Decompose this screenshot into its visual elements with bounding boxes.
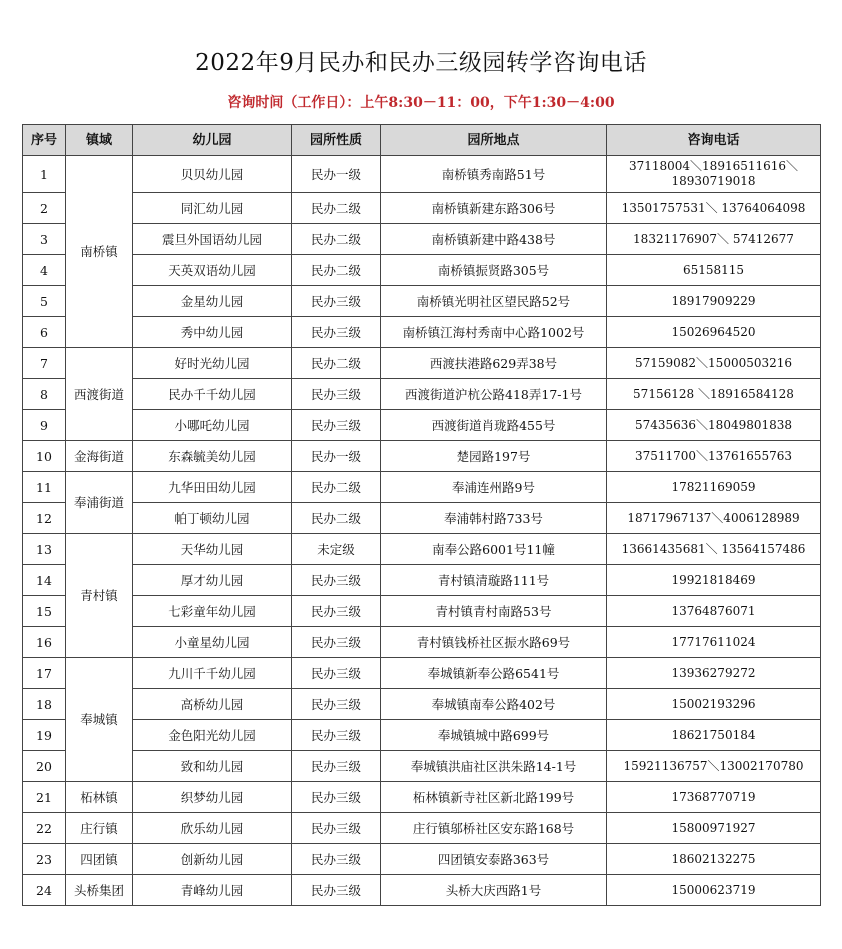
town-cell: 西渡街道	[66, 348, 133, 441]
table-row	[23, 813, 821, 844]
kindergarten-type: 未定级	[292, 534, 381, 565]
contact-phone: 13501757531＼ 13764064098	[607, 193, 821, 224]
kindergarten-type: 民办三级	[292, 317, 381, 348]
kindergarten-address: 南桥镇振贤路305号	[381, 255, 607, 286]
kindergarten-type: 民办二级	[292, 472, 381, 503]
row-number: 10	[23, 441, 66, 472]
kindergarten-name: 东森毓美幼儿园	[133, 441, 292, 472]
kindergarten-name: 厚才幼儿园	[133, 565, 292, 596]
kindergarten-type: 民办三级	[292, 720, 381, 751]
kindergarten-name: 七彩童年幼儿园	[133, 596, 292, 627]
kindergarten-type: 民办二级	[292, 503, 381, 534]
town-cell: 柘林镇	[66, 782, 133, 813]
table-row	[23, 596, 821, 627]
kindergarten-address: 奉城镇城中路699号	[381, 720, 607, 751]
kindergarten-name: 天华幼儿园	[133, 534, 292, 565]
kindergarten-address: 奉城镇新奉公路6541号	[381, 658, 607, 689]
kindergarten-address: 奉浦连州路9号	[381, 472, 607, 503]
kindergarten-name: 织梦幼儿园	[133, 782, 292, 813]
table-row	[23, 379, 821, 410]
kindergarten-name: 九川千千幼儿园	[133, 658, 292, 689]
kindergarten-address: 青村镇钱桥社区振水路69号	[381, 627, 607, 658]
table-row	[23, 751, 821, 782]
contact-phone: 18917909229	[607, 286, 821, 317]
kindergarten-type: 民办三级	[292, 410, 381, 441]
contact-phone: 18602132275	[607, 844, 821, 875]
town-cell: 奉城镇	[66, 658, 133, 782]
row-number: 19	[23, 720, 66, 751]
town-cell: 四团镇	[66, 844, 133, 875]
table-row	[23, 875, 821, 906]
consult-hours: 咨询时间（工作日）：上午8:30－11：00，下午1:30－4:00	[227, 95, 615, 111]
kindergarten-name: 九华田田幼儿园	[133, 472, 292, 503]
column-header: 园所性质	[292, 125, 381, 156]
row-number: 9	[23, 410, 66, 441]
table-row	[23, 317, 821, 348]
kindergarten-name: 欣乐幼儿园	[133, 813, 292, 844]
table-row	[23, 286, 821, 317]
kindergarten-name: 同汇幼儿园	[133, 193, 292, 224]
contact-phone: 15800971927	[607, 813, 821, 844]
kindergarten-name: 民办千千幼儿园	[133, 379, 292, 410]
row-number: 24	[23, 875, 66, 906]
table-header-row	[23, 125, 821, 156]
row-number: 21	[23, 782, 66, 813]
kindergarten-address: 西渡街道沪杭公路418弄17-1号	[381, 379, 607, 410]
table-row	[23, 472, 821, 503]
table-row	[23, 534, 821, 565]
kindergarten-name: 天英双语幼儿园	[133, 255, 292, 286]
kindergarten-name: 震旦外国语幼儿园	[133, 224, 292, 255]
kindergarten-type: 民办三级	[292, 689, 381, 720]
row-number: 8	[23, 379, 66, 410]
table-row	[23, 348, 821, 379]
kindergarten-address: 青村镇清璇路111号	[381, 565, 607, 596]
row-number: 17	[23, 658, 66, 689]
column-header: 幼儿园	[133, 125, 292, 156]
contact-phone: 65158115	[607, 255, 821, 286]
row-number: 3	[23, 224, 66, 255]
row-number: 23	[23, 844, 66, 875]
kindergarten-type: 民办三级	[292, 751, 381, 782]
contact-phone: 57435636＼18049801838	[607, 410, 821, 441]
kindergarten-address: 奉城镇南奉公路402号	[381, 689, 607, 720]
kindergarten-type: 民办三级	[292, 844, 381, 875]
kindergarten-address: 头桥大庆西路1号	[381, 875, 607, 906]
kindergarten-type: 民办三级	[292, 875, 381, 906]
row-number: 15	[23, 596, 66, 627]
kindergarten-address: 奉浦韩村路733号	[381, 503, 607, 534]
kindergarten-type: 民办三级	[292, 627, 381, 658]
column-header: 镇域	[66, 125, 133, 156]
row-number: 14	[23, 565, 66, 596]
table-row	[23, 156, 821, 193]
contact-phone: 37118004＼18916511616＼18930719018	[607, 156, 821, 193]
table-row	[23, 193, 821, 224]
contact-phone: 57159082＼15000503216	[607, 348, 821, 379]
row-number: 6	[23, 317, 66, 348]
table-row	[23, 844, 821, 875]
town-cell: 奉浦街道	[66, 472, 133, 534]
row-number: 22	[23, 813, 66, 844]
contact-phone: 18717967137＼4006128989	[607, 503, 821, 534]
kindergarten-type: 民办二级	[292, 224, 381, 255]
kindergarten-type: 民办三级	[292, 813, 381, 844]
kindergarten-address: 奉城镇洪庙社区洪朱路14-1号	[381, 751, 607, 782]
kindergarten-type: 民办三级	[292, 379, 381, 410]
kindergarten-name: 帕丁顿幼儿园	[133, 503, 292, 534]
row-number: 13	[23, 534, 66, 565]
kindergarten-type: 民办三级	[292, 565, 381, 596]
contact-phone: 13661435681＼ 13564157486	[607, 534, 821, 565]
kindergarten-name: 秀中幼儿园	[133, 317, 292, 348]
kindergarten-type: 民办三级	[292, 596, 381, 627]
kindergarten-address: 南桥镇新建东路306号	[381, 193, 607, 224]
contact-phone: 37511700＼13761655763	[607, 441, 821, 472]
row-number: 7	[23, 348, 66, 379]
row-number: 20	[23, 751, 66, 782]
kindergarten-name: 致和幼儿园	[133, 751, 292, 782]
kindergarten-address: 柘林镇新寺社区新北路199号	[381, 782, 607, 813]
table-row	[23, 410, 821, 441]
row-number: 18	[23, 689, 66, 720]
table-row	[23, 689, 821, 720]
row-number: 1	[23, 156, 66, 193]
kindergarten-name: 金色阳光幼儿园	[133, 720, 292, 751]
town-cell: 南桥镇	[66, 156, 133, 348]
kindergarten-name: 小童星幼儿园	[133, 627, 292, 658]
kindergarten-type: 民办一级	[292, 441, 381, 472]
table-row	[23, 224, 821, 255]
kindergarten-address: 南桥镇新建中路438号	[381, 224, 607, 255]
contact-phone: 15026964520	[607, 317, 821, 348]
column-header: 园所地点	[381, 125, 607, 156]
kindergarten-address: 西渡街道肖珑路455号	[381, 410, 607, 441]
kindergarten-type: 民办二级	[292, 255, 381, 286]
kindergarten-type: 民办一级	[292, 156, 381, 193]
table-row	[23, 658, 821, 689]
column-header: 序号	[23, 125, 66, 156]
table-body	[23, 156, 821, 906]
contact-phone: 17821169059	[607, 472, 821, 503]
contact-phone: 18321176907＼ 57412677	[607, 224, 821, 255]
row-number: 11	[23, 472, 66, 503]
contact-phone: 13936279272	[607, 658, 821, 689]
contact-phone: 13764876071	[607, 596, 821, 627]
kindergarten-address: 南桥镇光明社区望民路52号	[381, 286, 607, 317]
table-row	[23, 782, 821, 813]
kindergarten-address: 西渡扶港路629弄38号	[381, 348, 607, 379]
table-row	[23, 720, 821, 751]
kindergarten-address: 南奉公路6001号11幢	[381, 534, 607, 565]
kindergarten-name: 金星幼儿园	[133, 286, 292, 317]
contact-phone: 18621750184	[607, 720, 821, 751]
page-title: 2022年9月民办和民办三级园转学咨询电话	[195, 50, 647, 76]
column-header: 咨询电话	[607, 125, 821, 156]
contact-phone: 17717611024	[607, 627, 821, 658]
kindergarten-address: 楚园路197号	[381, 441, 607, 472]
kindergarten-address: 青村镇青村南路53号	[381, 596, 607, 627]
town-cell: 金海街道	[66, 441, 133, 472]
kindergarten-name: 青峰幼儿园	[133, 875, 292, 906]
town-cell: 庄行镇	[66, 813, 133, 844]
kindergarten-name: 高桥幼儿园	[133, 689, 292, 720]
town-cell: 头桥集团	[66, 875, 133, 906]
table-row	[23, 565, 821, 596]
kindergarten-type: 民办三级	[292, 782, 381, 813]
town-cell: 青村镇	[66, 534, 133, 658]
kindergarten-type: 民办二级	[292, 193, 381, 224]
kindergarten-name: 好时光幼儿园	[133, 348, 292, 379]
kindergarten-type: 民办二级	[292, 348, 381, 379]
row-number: 2	[23, 193, 66, 224]
kindergarten-address: 庄行镇邬桥社区安东路168号	[381, 813, 607, 844]
kindergarten-address: 南桥镇秀南路51号	[381, 156, 607, 193]
contact-phone: 19921818469	[607, 565, 821, 596]
kindergarten-name: 创新幼儿园	[133, 844, 292, 875]
kindergarten-type: 民办三级	[292, 286, 381, 317]
kindergarten-name: 贝贝幼儿园	[133, 156, 292, 193]
contact-phone: 15002193296	[607, 689, 821, 720]
table-row	[23, 441, 821, 472]
kindergarten-address: 四团镇安泰路363号	[381, 844, 607, 875]
contact-phone: 57156128 ＼18916584128	[607, 379, 821, 410]
contact-phone: 15921136757＼13002170780	[607, 751, 821, 782]
contact-phone: 15000623719	[607, 875, 821, 906]
row-number: 16	[23, 627, 66, 658]
kindergarten-address: 南桥镇江海村秀南中心路1002号	[381, 317, 607, 348]
row-number: 5	[23, 286, 66, 317]
kindergarten-name: 小哪吒幼儿园	[133, 410, 292, 441]
table-row	[23, 627, 821, 658]
row-number: 4	[23, 255, 66, 286]
kindergarten-type: 民办三级	[292, 658, 381, 689]
table-row	[23, 503, 821, 534]
row-number: 12	[23, 503, 66, 534]
contact-phone: 17368770719	[607, 782, 821, 813]
contact-table	[22, 124, 821, 906]
table-row	[23, 255, 821, 286]
